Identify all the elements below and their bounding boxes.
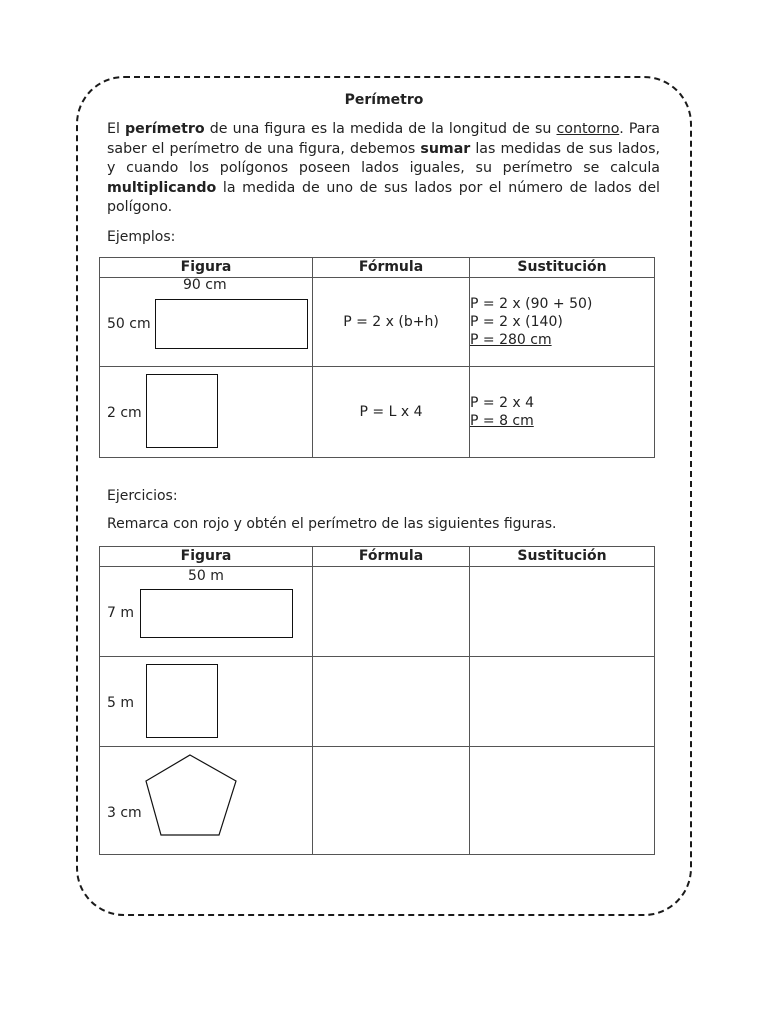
table-header-row bbox=[100, 547, 655, 567]
header-sustitucion: Sustitución bbox=[470, 258, 655, 278]
header-figura: Figura bbox=[100, 258, 313, 278]
pentagon-figure bbox=[144, 753, 238, 837]
rectangle-side-label: 7 m bbox=[107, 605, 134, 621]
formula-answer-cell bbox=[313, 657, 470, 747]
table-row bbox=[100, 567, 655, 657]
square-figure bbox=[146, 374, 218, 448]
header-formula: Fórmula bbox=[313, 258, 470, 278]
substitution-step: P = 2 x (140) bbox=[470, 314, 563, 330]
intro-paragraph bbox=[107, 120, 660, 218]
formula-cell: P = 2 x (b+h) bbox=[313, 278, 470, 367]
table-row bbox=[100, 367, 655, 458]
rectangle-figure bbox=[140, 589, 293, 638]
substitution-answer-cell bbox=[470, 567, 655, 657]
rectangle-figure bbox=[155, 299, 308, 349]
substitution-cell bbox=[470, 367, 655, 458]
table-header-row bbox=[100, 258, 655, 278]
intro-underlined-contorno: contorno bbox=[556, 121, 620, 137]
figure-cell bbox=[100, 747, 313, 855]
header-formula: Fórmula bbox=[313, 547, 470, 567]
examples-label: Ejemplos: bbox=[107, 229, 176, 245]
table-row bbox=[100, 657, 655, 747]
rectangle-top-label: 50 m bbox=[188, 568, 224, 584]
rectangle-side-label: 50 cm bbox=[107, 316, 151, 332]
intro-bold-sumar: sumar bbox=[420, 140, 471, 157]
intro-text: la medida de uno de sus lados por el número de lados del polígono. bbox=[107, 179, 660, 216]
formula-answer-cell bbox=[313, 747, 470, 855]
exercises-table bbox=[99, 546, 655, 855]
intro-text: . Para saber el perímetro de una figura, debemos bbox=[107, 121, 660, 157]
page-title: Perímetro bbox=[344, 92, 424, 108]
square-side-label: 5 m bbox=[107, 695, 134, 711]
figure-cell bbox=[100, 657, 313, 747]
formula-answer-cell bbox=[313, 567, 470, 657]
intro-text: las medidas de sus lados, y cuando los polígonos poseen lados iguales, su perímetro se calcula bbox=[107, 140, 660, 177]
substitution-step: P = 2 x 4 bbox=[470, 395, 535, 411]
intro-text: El bbox=[107, 121, 126, 137]
substitution-answer-cell bbox=[470, 747, 655, 855]
header-figura: Figura bbox=[100, 547, 313, 567]
substitution-answer-cell bbox=[470, 657, 655, 747]
square-figure bbox=[146, 664, 218, 738]
rectangle-top-label: 90 cm bbox=[183, 277, 227, 293]
substitution-cell bbox=[470, 278, 655, 367]
exercises-label: Ejercicios: bbox=[107, 488, 178, 504]
exercise-instruction: Remarca con rojo y obtén el perímetro de las siguientes figuras. bbox=[107, 516, 557, 532]
figure-cell bbox=[100, 567, 313, 657]
intro-bold-multiplicando: multiplicando bbox=[107, 179, 217, 196]
header-sustitucion: Sustitución bbox=[470, 547, 655, 567]
substitution-step: P = 2 x (90 + 50) bbox=[470, 296, 593, 312]
table-row bbox=[100, 747, 655, 855]
table-row bbox=[100, 278, 655, 367]
substitution-result: P = 280 cm bbox=[470, 332, 552, 348]
intro-text: de una figura es la medida de la longitud de su bbox=[204, 121, 557, 137]
substitution-result: P = 8 cm bbox=[470, 413, 534, 429]
square-side-label: 2 cm bbox=[107, 405, 142, 421]
figure-cell bbox=[100, 278, 313, 367]
examples-table bbox=[99, 257, 655, 458]
pentagon-side-label: 3 cm bbox=[107, 805, 142, 821]
intro-bold-perimetro: perímetro bbox=[125, 121, 205, 137]
figure-cell bbox=[100, 367, 313, 458]
formula-cell: P = L x 4 bbox=[313, 367, 470, 458]
